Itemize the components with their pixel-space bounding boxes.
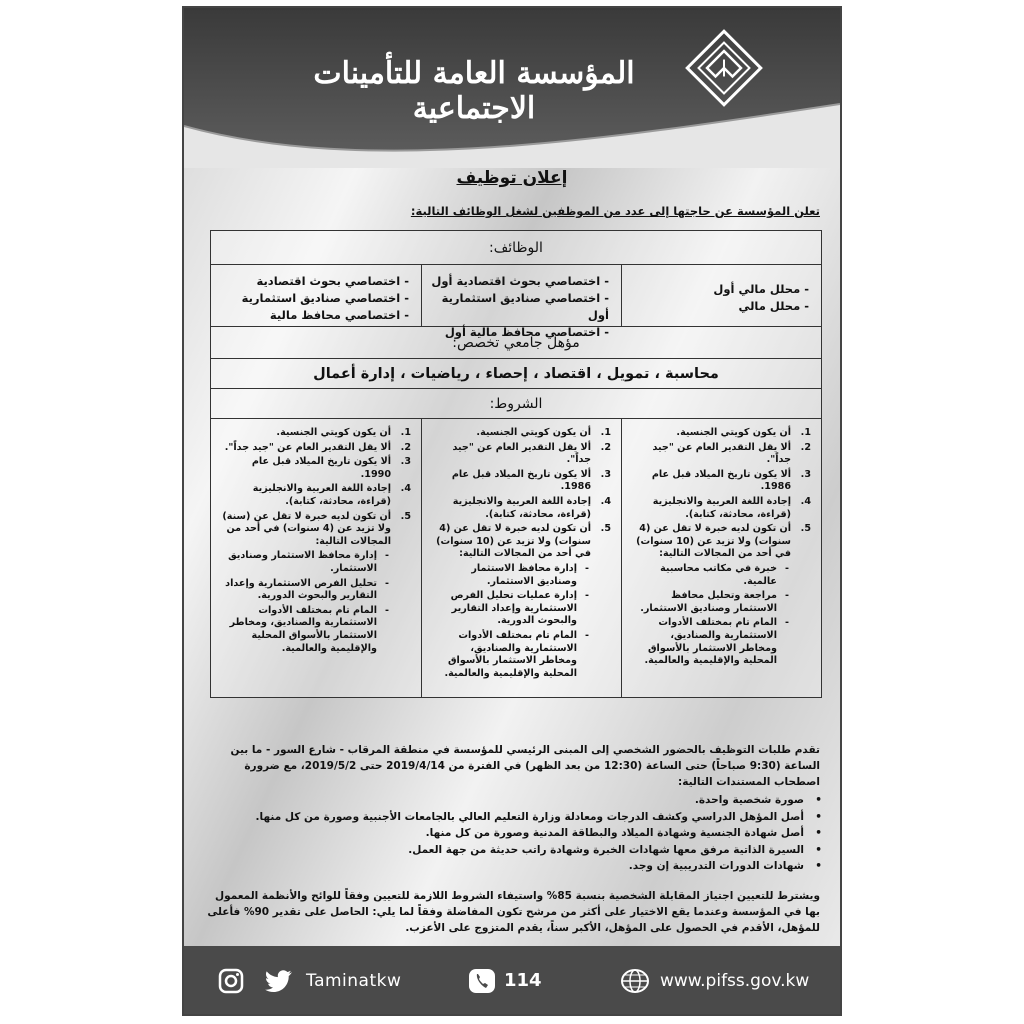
conditions-header: الشروط:: [211, 389, 821, 419]
job-item: - محلل مالي: [630, 298, 809, 315]
document-item: • صورة شخصية واحدة.: [204, 792, 804, 809]
job-item: - اختصاصي بحوث اقتصادية أول: [430, 273, 609, 290]
jobs-column-middle: [421, 265, 621, 339]
twitter-icon: [264, 968, 294, 994]
condition-sub-item: - تحليل الفرص الاستثمارية وإعداد التقارير والبحوث الدورية.: [220, 578, 391, 603]
condition-item: 5. أن تكون لديه خبرة لا تقل عن (سنة) ولا تزيد عن (4 سنوات) في أحد من المجالات التالية: - إدارة محافظ الاستثمار وصناديق الاستثمار. - تحليل الفرص الاستثمارية وإعداد التقارير والبحوث الدورية. - المام تام بمختلف الأدوات الاستثمارية والصناديق، ومخاطر الاستثمار بالأسواق المحلية والإقليمية والعالمية.: [220, 511, 411, 656]
condition-sub-item: - المام تام بمختلف الأدوات الاستثمارية والصناديق، ومخاطر الاستثمار بالأسواق المحلية والإقليمية والعالمية.: [630, 617, 791, 667]
condition-sub-item: - المام تام بمختلف الأدوات الاستثمارية والصناديق، ومخاطر الاستثمار بالأسواق المحلية والإقليمية والعالمية.: [430, 630, 591, 680]
instagram-icon: [218, 968, 244, 994]
condition-item: 5. أن تكون لديه خبرة لا تقل عن (4 سنوات) ولا تزيد عن (10 سنوات) في أحد من المجالات التالية: - إدارة محافظ الاستثمار وصناديق الاستثمار. - إدارة عمليات تحليل الفرص الاستثمارية وإعداد التقارير والبحوث الدورية. - المام تام بمختلف الأدوات الاستثمارية والصناديق، ومخاطر الاستثمار بالأسواق المحلية والإقليمية والعالمية.: [430, 523, 611, 680]
announcement-sheet: [182, 6, 842, 1016]
announcement-intro: تعلن المؤسسة عن حاجتها إلى عدد من الموظفين لشغل الوظائف التالية:: [410, 204, 820, 218]
condition-sub-item: - إدارة محافظ الاستثمار وصناديق الاستثمار.: [220, 550, 391, 575]
footer-band: [184, 946, 840, 1016]
website-label: www.pifss.gov.kw: [660, 971, 810, 991]
job-item: - اختصاصي محافظ مالية أول: [430, 324, 609, 341]
conditions-column-middle: [421, 419, 621, 697]
job-item: - اختصاصي صناديق استثمارية: [220, 290, 409, 307]
jobs-table: [210, 230, 822, 698]
qualification-values: محاسبة ، تمويل ، اقتصاد ، إحصاء ، رياضيات ، إدارة أعمال: [211, 359, 821, 389]
document-item: • السيرة الذاتية مرفق معها شهادات الخبرة وشهادة راتب حديثة من جهة العمل.: [204, 842, 804, 859]
condition-sub-item: - مراجعة وتحليل محافظ الاستثمار وصناديق الاستثمار.: [630, 590, 791, 615]
condition-item: 3. ألا يكون تاريخ الميلاد قبل عام 1986.: [651, 468, 811, 493]
conditions-column-right: [621, 419, 821, 697]
condition-item: 4. إجادة اللغة العربية والانجليزية (قراءة، محادثة، كتابة).: [452, 495, 611, 520]
job-item: - اختصاصي صناديق استثمارية أول: [430, 290, 609, 324]
document-item: • أصل شهادة الجنسية وشهادة الميلاد والبطاقة المدنية وصورة من كل منها.: [204, 825, 804, 842]
document-item: • أصل المؤهل الدراسي وكشف الدرجات ومعادلة وزارة التعليم العالي بالجامعات الأجنبية وصورة من كل منها.: [204, 809, 804, 826]
condition-item: 5. أن تكون لديه خبرة لا تقل عن (4 سنوات) ولا تزيد عن (10 سنوات) في أحد من المجالات التالية: - خبرة في مكاتب محاسبية عالمية. - مراجعة وتحليل محافظ الاستثمار وصناديق الاستثمار. - المام تام بمختلف الأدوات الاستثمارية والصناديق، ومخاطر الاستثمار بالأسواق المحلية والإقليمية والعالمية.: [630, 523, 811, 668]
job-item: - محلل مالي أول: [630, 281, 809, 298]
condition-sub-item: - إدارة محافظ الاستثمار وصناديق الاستثمار.: [430, 563, 591, 588]
jobs-column-right: [621, 265, 821, 326]
phone-number: 114: [504, 970, 542, 991]
condition-item: 2. ألا يقل التقدير العام عن "جيد جداً".: [652, 441, 811, 466]
job-item: - اختصاصي محافظ مالية: [220, 307, 409, 324]
appointment-terms: ويشترط للتعيين اجتياز المقابلة الشخصية بنسبة 85% واستيفاء الشروط اللازمة للتعيين وفقاً للوائح والأنظمة المعمول بها في المؤسسة وعندما يقع الاختيار على أكثر من مرشح تكون المفاضلة وفقاً لما يلي: الحاصل على تقدير 90% فأعلى للمؤهل، الأقدم في الحصول على المؤهل، الأكبر سناً، يقدم المتزوج على الأعزب.: [207, 890, 820, 934]
conditions-column-left: [212, 419, 421, 697]
org-logo-icon: [682, 26, 766, 110]
conditions-row: [211, 419, 821, 697]
condition-item: 3. ألا يكون تاريخ الميلاد قبل عام 1986.: [451, 468, 611, 493]
condition-item: 1. أن يكون كويتي الجنسية.: [676, 427, 811, 438]
application-instructions: تقدم طلبات التوظيف بالحضور الشخصي إلى المبنى الرئيسي للمؤسسة في منطقة المرقاب - شارع السور - ما بين الساعة (9:30 صباحاً) حتى الساعة (12:30 من بعد الظهر) في الفترة من 2019/4/14 حتى 2019/5/2، مع ضرورة اصطحاب المستندات التالية:: [230, 744, 820, 788]
job-item: - اختصاصي بحوث اقتصادية: [220, 273, 409, 290]
social-handle-label: Taminatkw: [306, 971, 402, 991]
announcement-title: إعلان توظيف: [456, 168, 568, 188]
condition-item: 1. أن يكون كويتي الجنسية.: [476, 427, 611, 438]
condition-item: 2. ألا يقل التقدير العام عن "جيد جداً".: [224, 441, 411, 453]
jobs-row: [211, 265, 821, 339]
jobs-header: الوظائف:: [211, 231, 821, 265]
globe-icon: [620, 968, 650, 994]
condition-item: 4. إجادة اللغة العربية والانجليزية (قراءة، محادثة، كتابة).: [652, 495, 811, 520]
jobs-column-left: [212, 265, 421, 326]
condition-sub-item: - المام تام بمختلف الأدوات الاستثمارية والصناديق، ومخاطر الاستثمار بالأسواق المحلية والإقليمية والعالمية.: [220, 605, 391, 655]
condition-item: 2. ألا يقل التقدير العام عن "جيد جداً".: [452, 441, 611, 466]
document-item: • شهادات الدورات التدريبية إن وجد.: [204, 858, 804, 875]
condition-item: 1. أن يكون كويتي الجنسية.: [276, 427, 411, 438]
org-name: المؤسسة العامة للتأمينات الاجتماعية: [313, 56, 635, 126]
qualification-header: مؤهل جامعي تخصص:: [211, 327, 821, 359]
phone-icon: [468, 968, 496, 994]
condition-sub-item: - خبرة في مكاتب محاسبية عالمية.: [630, 563, 791, 588]
condition-item: 4. إجادة اللغة العربية والانجليزية (قراءة، محادثة، كتابة).: [252, 483, 411, 507]
required-documents-list: [204, 792, 830, 875]
condition-item: 3. ألا يكون تاريخ الميلاد قبل عام 1990.: [251, 456, 411, 480]
condition-sub-item: - إدارة عمليات تحليل الفرص الاستثمارية وإعداد التقارير والبحوث الدورية.: [430, 590, 591, 628]
